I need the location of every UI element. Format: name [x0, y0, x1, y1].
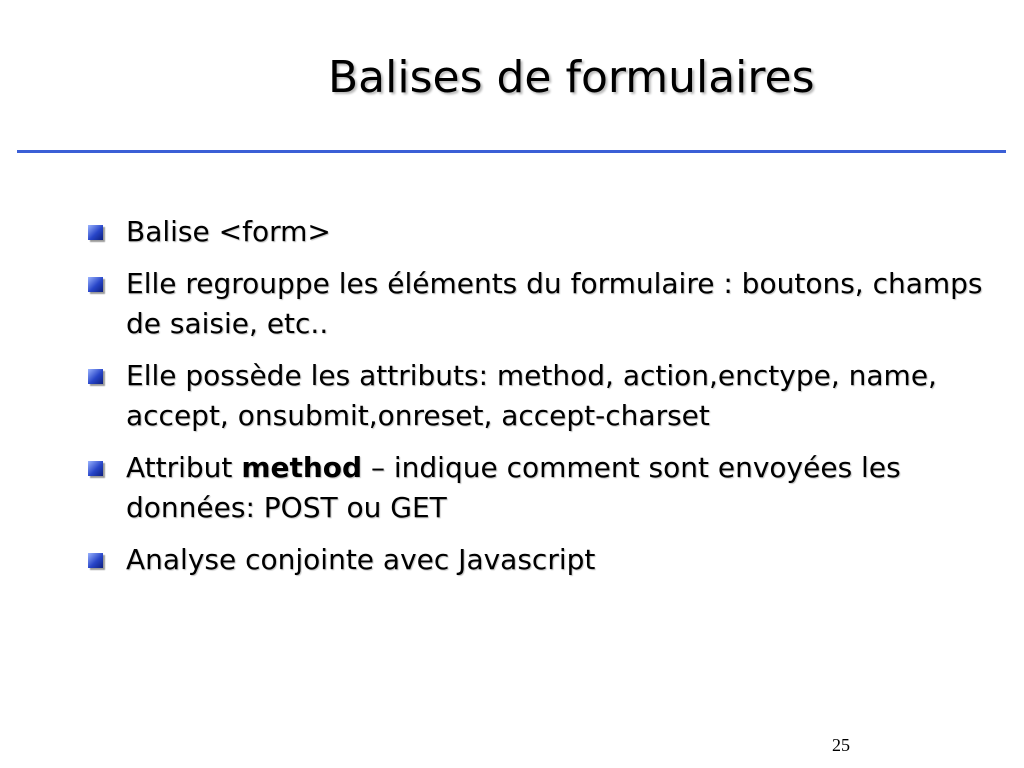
slide-title: Balises de formulaires	[328, 52, 815, 103]
square-bullet-icon	[88, 461, 103, 476]
bullet-item	[88, 212, 1008, 252]
square-bullet-icon	[88, 369, 103, 384]
bullet-item	[88, 448, 1008, 528]
square-bullet-icon	[88, 277, 103, 292]
bullet-text-prefix: Attribut	[126, 451, 242, 484]
bullet-text: Elle regrouppe les éléments du formulaire : boutons, champs de saisie, etc..	[126, 267, 983, 340]
bullet-text-emphasis: method	[241, 451, 363, 484]
bullet-text: Analyse conjointe avec Javascript	[126, 543, 596, 576]
bullet-text: Balise <form>	[126, 215, 331, 248]
bullet-text: Elle possède les attributs: method, action,enctype, name, accept, onsubmit,onreset, accept-charset	[126, 359, 937, 432]
bullet-list	[88, 212, 1008, 592]
square-bullet-icon	[88, 225, 103, 240]
square-bullet-icon	[88, 553, 103, 568]
bullet-item	[88, 356, 1008, 436]
page-number: 25	[832, 735, 850, 755]
bullet-item	[88, 540, 1008, 580]
bullet-item	[88, 264, 1008, 344]
bullet-text-suffix: – indique comment sont envoyées les données: POST ou GET	[126, 451, 901, 524]
title-underline	[17, 150, 1006, 153]
